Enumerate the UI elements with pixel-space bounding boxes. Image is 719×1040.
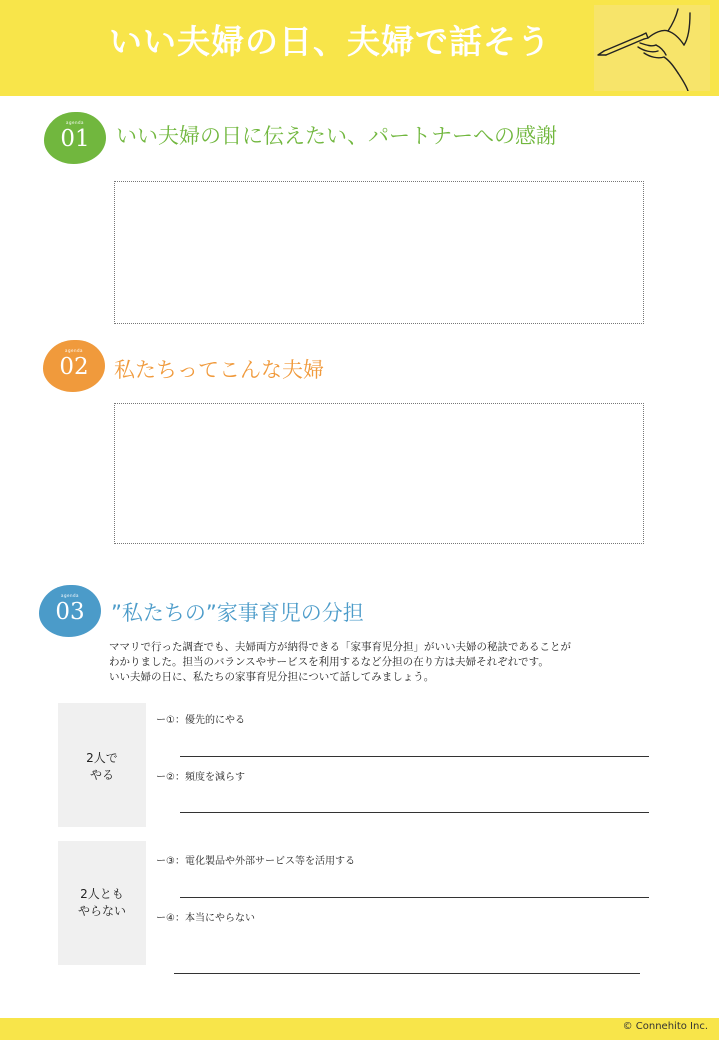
section-03-title: ”私たちの”家事育児の分担	[111, 601, 364, 625]
section-02-title: 私たちってこんな夫婦	[114, 358, 324, 382]
group-label-line: やる	[89, 768, 114, 782]
option-4-label: ー④：本当にやらない	[156, 913, 255, 924]
group-label-line: やらない	[77, 904, 126, 918]
option-1-label: ー①：優先的にやる	[156, 715, 245, 726]
option-2-label: ー②：頻度を減らす	[156, 772, 245, 783]
section-02-writing-box[interactable]	[114, 403, 644, 544]
intro-line: わかりました。担当のバランスやサービスを利用するなど分担の在り方は夫婦それぞれです。	[109, 656, 549, 668]
agenda-03-badge	[39, 585, 101, 637]
agenda-01-badge	[44, 112, 106, 164]
agenda-label: agenda	[61, 593, 79, 598]
agenda-number: 02	[59, 354, 89, 380]
option-1-answer-line[interactable]	[180, 756, 649, 757]
option-4-answer-line[interactable]	[174, 973, 640, 974]
group-label-line: 2人とも	[80, 887, 124, 901]
intro-line: いい夫婦の日に、私たちの家事育児分担について話してみましょう。	[109, 671, 435, 683]
agenda-02-badge	[43, 340, 105, 392]
group-label-line: 2人で	[86, 751, 118, 765]
agenda-number: 01	[60, 126, 90, 152]
page-title: いい夫婦の日、夫婦で話そう	[109, 22, 551, 61]
agenda-label: agenda	[66, 120, 84, 125]
agenda-label: agenda	[65, 348, 83, 353]
copyright-text: © Connehito Inc.	[622, 1021, 708, 1032]
option-3-label: ー③：電化製品や外部サービス等を活用する	[156, 856, 355, 867]
group-neither-do-label	[58, 841, 146, 965]
section-01-writing-box[interactable]	[114, 181, 644, 324]
group-both-do-label	[58, 703, 146, 827]
footer-bar	[0, 1018, 719, 1040]
option-3-answer-line[interactable]	[180, 897, 649, 898]
intro-paragraph	[109, 640, 669, 685]
header-bar	[0, 0, 719, 96]
intro-line: ママリで行った調査でも、夫婦両方が納得できる「家事育児分担」がいい夫婦の秘訣であることが	[109, 641, 571, 653]
hand-pencil-illustration	[594, 5, 710, 91]
agenda-number: 03	[55, 599, 85, 625]
section-01-title: いい夫婦の日に伝えたい、パートナーへの感謝	[116, 124, 557, 148]
option-2-answer-line[interactable]	[180, 812, 649, 813]
